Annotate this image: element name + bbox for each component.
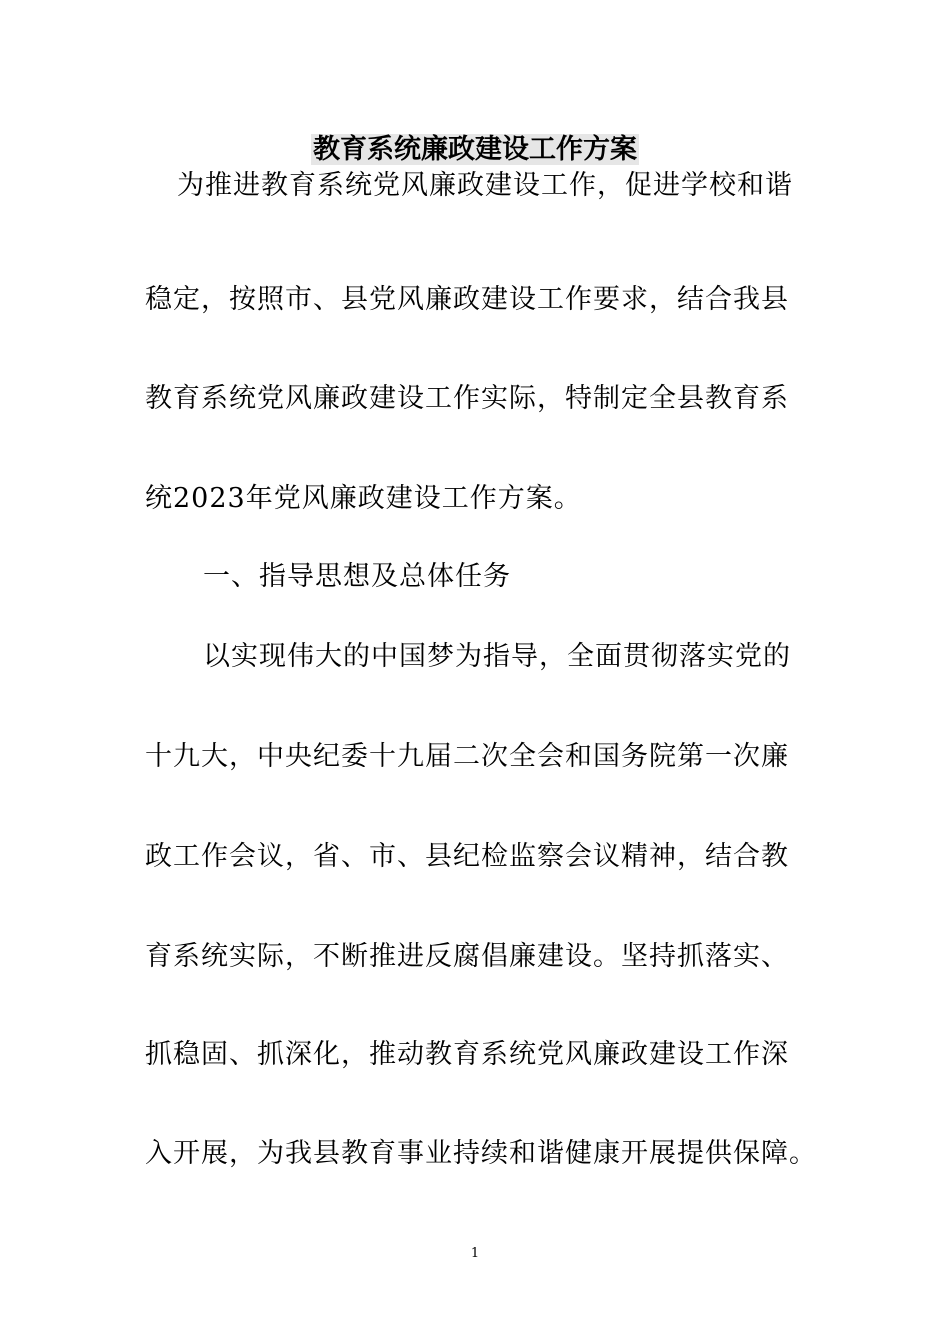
paragraph-line: 抓稳固、抓深化，推动教育系统党风廉政建设工作深 bbox=[145, 1039, 789, 1070]
paragraph-line: 教育系统党风廉政建设工作实际，特制定全县教育系 bbox=[145, 383, 789, 414]
paragraph-line: 统2023年党风廉政建设工作方案。 bbox=[145, 483, 582, 514]
page-number: 1 bbox=[470, 1246, 480, 1261]
section-heading: 一、指导思想及总体任务 bbox=[203, 561, 511, 592]
paragraph-line: 十九大，中央纪委十九届二次全会和国务院第一次廉 bbox=[145, 741, 789, 772]
paragraph-line: 入开展，为我县教育事业持续和谐健康开展提供保障。 bbox=[145, 1138, 817, 1169]
document-title-text: 教育系统廉政建设工作方案 bbox=[313, 134, 637, 165]
paragraph-line: 育系统实际，不断推进反腐倡廉建设。坚持抓落实、 bbox=[145, 941, 789, 972]
paragraph-line: 以实现伟大的中国梦为指导，全面贯彻落实党的 bbox=[203, 641, 791, 672]
paragraph-line: 为推进教育系统党风廉政建设工作，促进学校和谐 bbox=[177, 170, 793, 201]
document-title bbox=[0, 130, 950, 170]
paragraph-line: 政工作会议，省、市、县纪检监察会议精神，结合教 bbox=[145, 841, 789, 872]
paragraph-line: 稳定，按照市、县党风廉政建设工作要求，结合我县 bbox=[145, 284, 789, 315]
